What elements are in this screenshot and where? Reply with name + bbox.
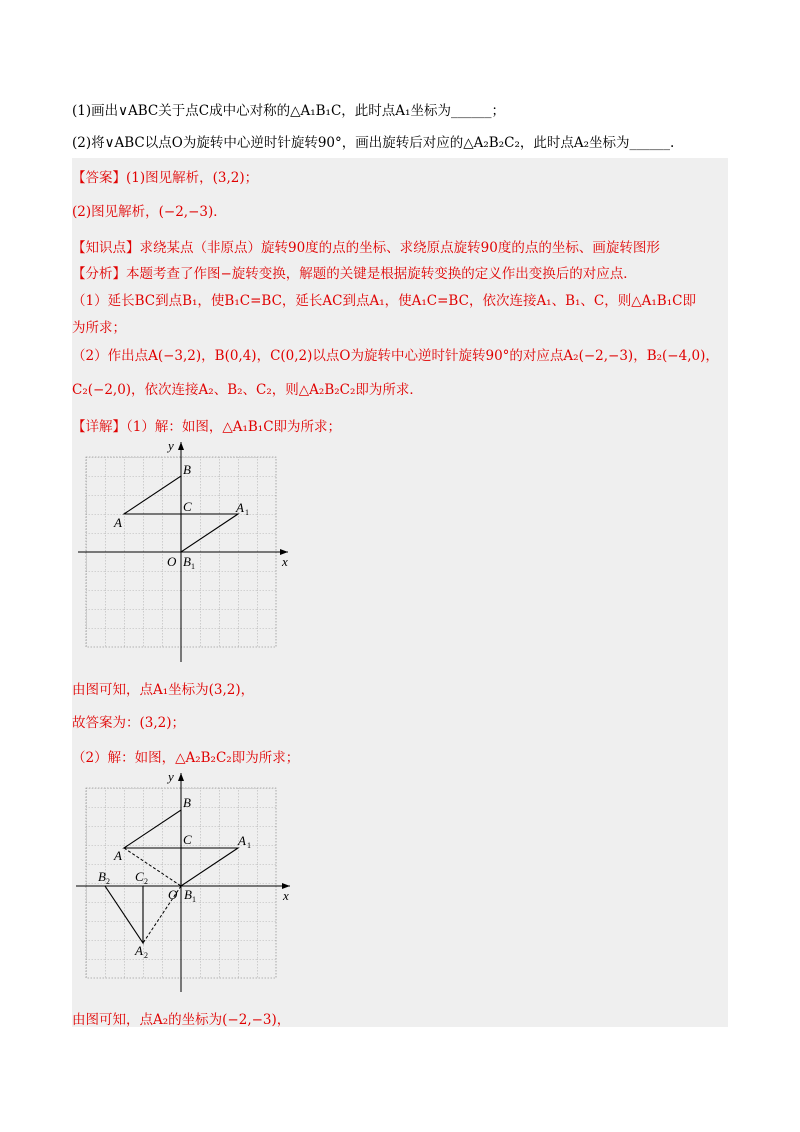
answer-line-1: 【答案】(1)图见解析，(3,2)； — [72, 170, 259, 186]
label-x: x — [283, 888, 289, 903]
label-c: C — [183, 499, 192, 514]
label-b2: B — [98, 869, 106, 884]
figure-1 — [72, 440, 292, 662]
label-a: A — [114, 515, 122, 530]
question-1: (1)画出∨ABC关于点C成中心对称的△A₁B₁C，此时点A₁坐标为______； — [72, 103, 505, 119]
label-a1: A — [238, 833, 246, 848]
label-y: y — [168, 771, 174, 784]
label-b1: B — [183, 554, 191, 569]
label-a1-sub: 1 — [245, 508, 249, 517]
label-a1: A — [236, 500, 244, 515]
label-a: A — [114, 848, 122, 863]
label-b: B — [183, 795, 191, 810]
detail-line-2: 由图可知，点A₁坐标为(3,2)， — [72, 682, 255, 698]
label-a1-sub: 1 — [247, 841, 251, 850]
label-a2: A — [135, 943, 143, 958]
figure-2-svg — [72, 771, 293, 992]
label-b2-sub: 2 — [106, 877, 110, 886]
label-b1-sub: 1 — [192, 895, 196, 904]
label-c2: C — [135, 869, 144, 884]
detail-line-1: 【详解】（1）解：如图，△A₁B₁C即为所求； — [72, 419, 342, 435]
figure-1-svg — [72, 440, 292, 662]
question-2: (2)将∨ABC以点O为旋转中心逆时针旋转90°，画出旋转后对应的△A₂B₂C₂，此时点A₂坐标为______. — [72, 135, 675, 151]
label-c2-sub: 2 — [144, 877, 148, 886]
label-b1: B — [184, 887, 192, 902]
label-b1-sub: 1 — [191, 562, 195, 571]
analysis-line-5: C₂(−2,0)，依次连接A₂、B₂、C₂，则△A₂B₂C₂即为所求． — [72, 382, 423, 398]
knowledge-points: 【知识点】求绕某点（非原点）旋转90度的点的坐标、求绕原点旋转90度的点的坐标、画旋转图形 — [72, 240, 660, 256]
y-axis-arrow — [178, 773, 184, 781]
label-a2-sub: 2 — [144, 951, 148, 960]
label-o: O — [168, 887, 178, 902]
figure-2 — [72, 771, 293, 992]
analysis-line-3: 为所求； — [72, 320, 126, 336]
analysis-line-1: 【分析】本题考查了作图−旋转变换，解题的关键是根据旋转变换的定义作出变换后的对应点． — [72, 266, 637, 282]
label-o: O — [167, 554, 177, 569]
detail-line-5: 由图可知，点A₂的坐标为(−2,−3)， — [72, 1012, 291, 1028]
analysis-line-2: （1）延长BC到点B₁，使B₁C=BC，延长AC到点A₁，使A₁C=BC，依次连接A₁、B₁、C，则△A₁B₁C即 — [72, 293, 696, 309]
label-y: y — [168, 440, 174, 453]
label-c: C — [183, 832, 192, 847]
label-x: x — [282, 554, 288, 569]
answer-line-2: (2)图见解析，(−2,−3)． — [72, 204, 227, 220]
analysis-line-4: （2）作出点A(−3,2)，B(0,4)，C(0,2)以点O为旋转中心逆时针旋转90°的对应点A₂(−2,−3)，B₂(−4,0)， — [72, 348, 719, 364]
y-axis-arrow — [178, 442, 184, 450]
detail-line-4: （2）解：如图，△A₂B₂C₂即为所求； — [72, 750, 300, 766]
label-b: B — [183, 462, 191, 477]
detail-line-3: 故答案为：(3,2)； — [72, 715, 186, 731]
